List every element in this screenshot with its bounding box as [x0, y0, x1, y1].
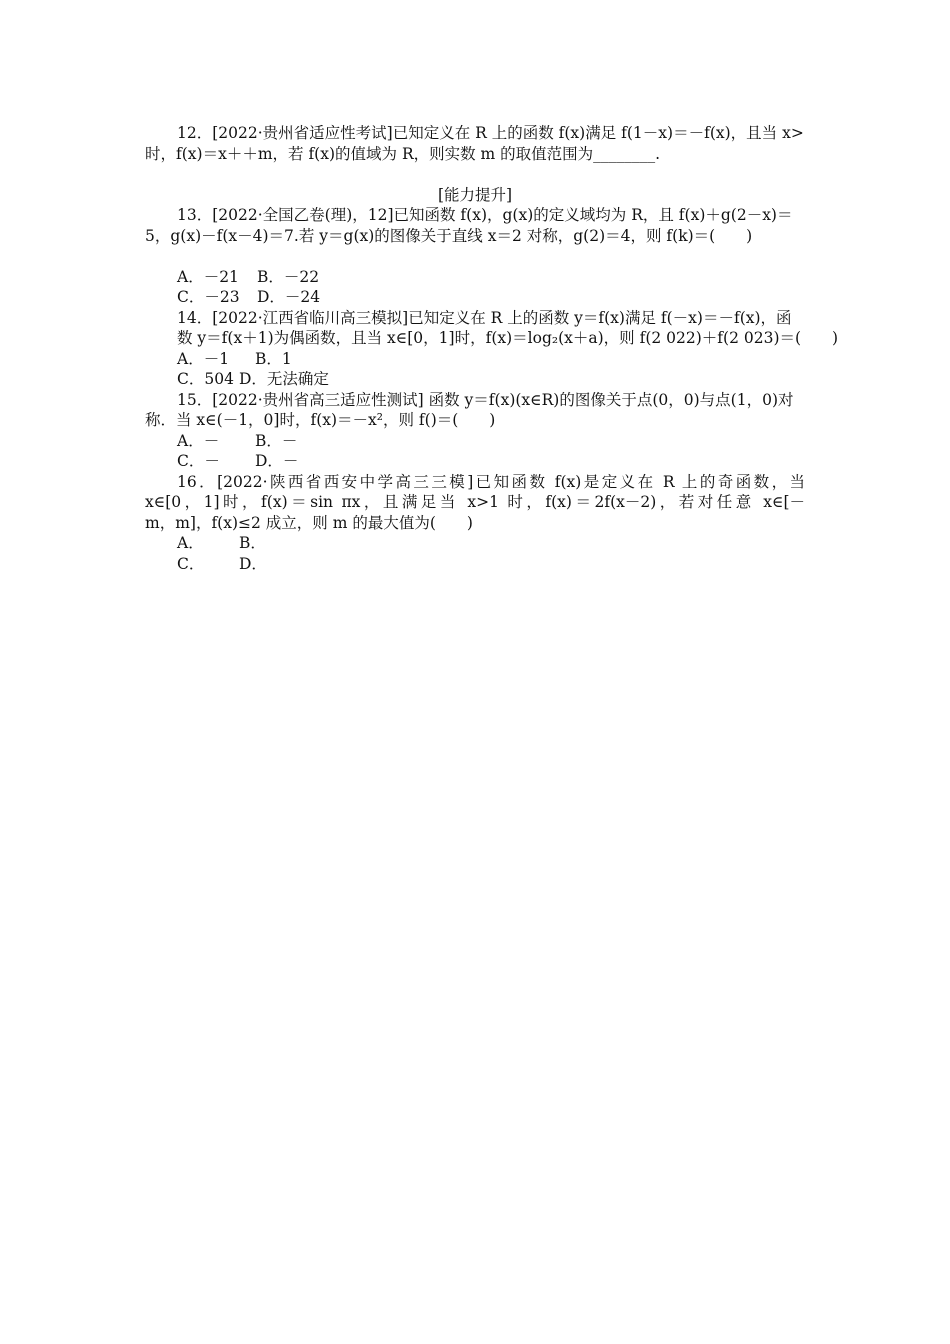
question-14: [145, 308, 839, 390]
option-a: A．－1: [177, 349, 230, 368]
question-13: [145, 205, 805, 308]
option-b: B．－22: [257, 267, 320, 286]
question-16-line-2: x∈[0，1]时，f(x)＝sin πx，且满足当 x>1 时，f(x)＝2f(x－2)，若对任意 x∈[－: [145, 493, 805, 511]
option-b: B．: [239, 534, 266, 552]
question-15-options-row-1: [145, 431, 805, 452]
option-a: A．－21: [177, 267, 239, 286]
question-15-line-2: 称．当 x∈(－1，0]时，f(x)＝－x²，则 f()＝( ): [145, 411, 496, 429]
question-12: [145, 123, 805, 164]
question-15-options-row-2: [145, 451, 805, 472]
question-16: [145, 472, 805, 575]
option-c: C．: [177, 554, 205, 573]
option-d: D．: [239, 554, 267, 573]
document-page: [145, 123, 839, 574]
question-14-line-1: 14．[2022·江西省临川高三模拟]已知定义在 R 上的函数 y＝f(x)满足 f(－x)＝－f(x)，函: [177, 308, 792, 327]
question-16-line-1: 16．[2022·陕西省西安中学高三三模]已知函数 f(x)是定义在 R 上的奇函数，当: [177, 472, 805, 491]
question-13-line-1: 13．[2022·全国乙卷(理)，12]已知函数 f(x)，g(x)的定义域均为 R，且 f(x)＋g(2－x)＝: [177, 206, 793, 224]
option-b: B．1: [255, 349, 292, 368]
question-13-options-row-1: [145, 267, 805, 288]
question-14-options-row-1: [145, 349, 805, 370]
option-d: D．－24: [257, 288, 321, 306]
question-14-line-2: 数 y＝f(x＋1)为偶函数，且当 x∈[0，1]时，f(x)＝log₂(x＋a)，则 f(2 022)＋f(2 023)＝( ): [177, 329, 839, 347]
option-c: C．－23: [177, 288, 240, 306]
option-a: A．: [177, 534, 204, 552]
option-d: D．无法确定: [239, 370, 329, 388]
question-16-line-3: m，m]，f(x)≤2 成立，则 m 的最大值为( ): [145, 513, 473, 532]
question-12-line-1: 12．[2022·贵州省适应性考试]已知定义在 R 上的函数 f(x)满足 f(1－x)＝－f(x)，且当 x>: [177, 124, 804, 142]
spacer: [145, 164, 805, 185]
option-d: D．－: [255, 452, 299, 470]
option-a: A．－: [177, 431, 220, 450]
spacer: [145, 246, 805, 267]
question-13-options-row-2: [145, 287, 805, 308]
question-16-options-row-2: [145, 554, 805, 575]
option-c: C．504: [177, 370, 234, 388]
question-12-line-2: 时，f(x)＝x＋＋m，若 f(x)的值域为 R，则实数 m 的取值范围为________.: [145, 144, 661, 163]
question-14-options-row-2: [145, 369, 805, 390]
question-16-options-row-1: [145, 533, 805, 554]
option-c: C．－: [177, 452, 220, 470]
question-13-line-2: 5，g(x)－f(x－4)＝7.若 y＝g(x)的图像关于直线 x＝2 对称，g(2)＝4，则 f(k)＝( ): [145, 226, 753, 245]
option-b: B．－: [255, 431, 298, 450]
section-heading: [能力提升]: [437, 185, 513, 204]
question-15: [145, 390, 805, 472]
question-15-line-1: 15．[2022·贵州省高三适应性测试] 函数 y＝f(x)(x∈R)的图像关于点(0，0)与点(1，0)对: [177, 390, 794, 409]
